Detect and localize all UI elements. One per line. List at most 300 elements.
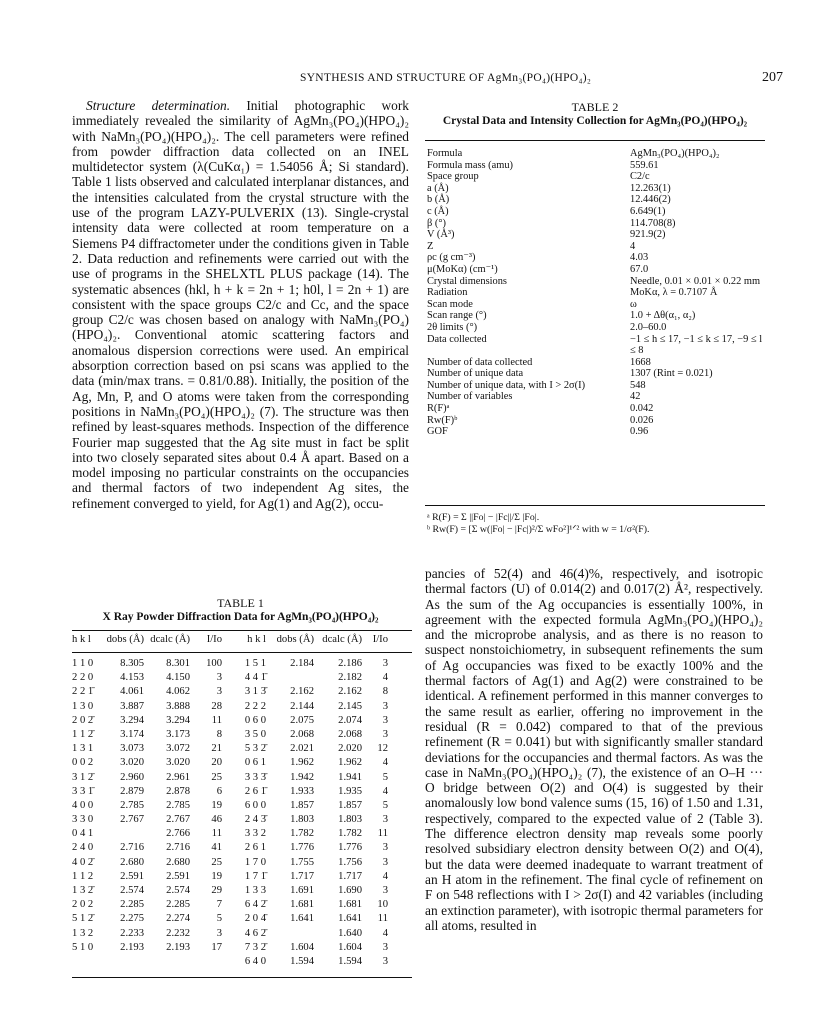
table1-cell: 3.174 <box>120 728 144 740</box>
table1-cell: 11 <box>211 828 222 840</box>
table1-row <box>72 856 412 870</box>
table1-rows <box>72 657 412 969</box>
table1-cell: 3 <box>216 686 222 698</box>
table1-cell: 3 <box>382 856 388 868</box>
table1-cell: 2 2 0 <box>72 672 94 684</box>
table1-header-cell: I/Io <box>206 634 222 645</box>
table1-cell <box>266 927 314 941</box>
table1-cell: 4.061 <box>120 686 144 698</box>
table1-cell: 19 <box>211 870 222 882</box>
table1-cell: 3.173 <box>166 728 190 740</box>
table1-cell: 4 <box>382 757 388 769</box>
table1-cell: 1 1 0 <box>72 658 94 669</box>
table2-row <box>427 252 765 264</box>
table1-cell: 2.766 <box>166 828 190 840</box>
table2-key: Formula <box>427 148 463 159</box>
table2-row <box>427 380 765 392</box>
table2-value: 4 <box>630 240 636 252</box>
table1-top-rule <box>72 630 412 631</box>
table2-key: μ(MoKα) (cm⁻¹) <box>427 263 498 275</box>
table1-cell: 1 3 0 <box>72 700 94 712</box>
table1-cell: 3 <box>382 814 388 826</box>
table1-cell: 3 <box>382 885 388 896</box>
table1-cell: 2 0 2̄ <box>72 714 94 726</box>
table1-cell: 17 <box>211 941 222 953</box>
table1-cell: 3 <box>382 658 388 669</box>
table1-cell: 1 3 3 <box>244 885 266 896</box>
table2-row <box>427 287 765 299</box>
table1-cell: 1 5 1 <box>244 658 266 669</box>
table1-cell: 5 1 0 <box>72 941 94 953</box>
table1-cell: 3 <box>216 927 222 939</box>
table2-top-rule <box>425 140 765 141</box>
table2-value: 4.03 <box>630 252 649 264</box>
table1-row <box>72 771 412 785</box>
table1-cell: 2 2 2 <box>244 700 266 712</box>
table2-title: Crystal Data and Intensity Collection for AgMn₃(PO₄)(HPO₄)₂ <box>442 115 748 127</box>
table1-cell: 6 0 0 <box>244 799 266 811</box>
table1-header-rule <box>72 652 412 653</box>
table1-bottom-rule <box>72 977 412 978</box>
table2-row <box>427 357 765 369</box>
table2-value: 67.0 <box>630 263 649 275</box>
table1-row <box>72 813 412 827</box>
table1-cell: 5 <box>382 771 388 783</box>
table1-cell: 2.162 <box>290 686 314 698</box>
table1-row <box>72 728 412 742</box>
table1-row <box>72 785 412 799</box>
table2-value: 559.61 <box>630 159 659 171</box>
table2-footnotes <box>427 512 765 536</box>
table1-cell: 2.074 <box>338 714 362 726</box>
table2-value: 0.042 <box>630 403 654 415</box>
table1-cell: 11 <box>211 714 222 726</box>
table1-row <box>72 898 412 912</box>
table1-cell: 2.680 <box>166 856 190 868</box>
table1-cell: 20 <box>211 757 222 769</box>
table1-cell <box>106 827 144 841</box>
table1-cell: 1.857 <box>338 799 362 811</box>
table1-row <box>72 671 412 685</box>
table1-cell: 1 3 2̄ <box>72 885 94 896</box>
table2-row <box>427 148 765 160</box>
table1-cell: 1 7 0 <box>244 856 266 868</box>
table2-key: c (Å) <box>427 205 449 217</box>
table1-cell: 2.186 <box>338 658 362 669</box>
table2-value: 1307 (Rint = 0.021) <box>630 368 713 380</box>
table2-row <box>427 206 765 218</box>
table1-cell: 3.072 <box>166 743 190 755</box>
table1-cell: 1.962 <box>290 757 314 769</box>
table1-cell: 1.604 <box>290 941 314 953</box>
table1-cell: 3 3 0 <box>72 814 94 826</box>
table1-caption <box>72 596 409 624</box>
table2-key: 2θ limits (°) <box>427 321 478 333</box>
table2-key: Number of variables <box>427 391 513 403</box>
table1-cell: 1.641 <box>290 913 314 925</box>
table2-value: 1.0 + Δθ(α₁, α₂) <box>630 310 696 322</box>
table2-value: 6.649(1) <box>630 205 666 217</box>
table1-header-row <box>72 633 412 647</box>
table1-cell: 2.193 <box>166 941 190 953</box>
table1-cell: 2 2 1̄ <box>72 686 94 698</box>
table1-cell: 1.681 <box>338 899 362 911</box>
table1-cell: 8 <box>216 728 222 740</box>
table2-value: 1668 <box>630 356 651 368</box>
table2-key: Radiation <box>427 287 468 299</box>
table1-cell: 2.233 <box>120 927 144 939</box>
table2-row <box>427 322 765 334</box>
table1-cell: 28 <box>211 700 222 712</box>
table2-value: −1 ≤ h ≤ 17, −1 ≤ k ≤ 17, −9 ≤ l ≤ 8 <box>630 333 763 357</box>
table2-footnote-b: ᵇ Rw(F) = [Σ w(|Fo| − |Fc|)²/Σ wFo²]¹ᐟ² with w = 1/σ²(F). <box>427 524 650 535</box>
table1-cell: 1.857 <box>290 799 314 811</box>
table1-cell: 2.285 <box>166 899 190 911</box>
table1-cell: 1.641 <box>338 913 362 925</box>
table1-row <box>72 657 412 671</box>
table1-cell: 7 <box>216 899 222 911</box>
table2-row <box>427 299 765 311</box>
table2-row <box>427 183 765 195</box>
table1-cell: 1 3 1 <box>72 743 94 755</box>
table1-cell: 3 5 0 <box>244 728 266 740</box>
table2-value: 114.708(8) <box>630 217 676 229</box>
table1-cell: 1.782 <box>290 828 314 840</box>
table1-cell: 2 4 0 <box>72 842 94 854</box>
table2-value: 42 <box>630 391 641 403</box>
table1-cell: 1.776 <box>290 842 314 854</box>
table1-cell: 5 3 2̄ <box>244 743 266 755</box>
table1-cell: 2.878 <box>166 785 190 797</box>
table2-key: Data collected <box>427 333 487 345</box>
table2-key: Rw(F)ᵇ <box>427 414 458 426</box>
table1-cell: 3 1 3̄ <box>244 686 266 698</box>
table2-key: Z <box>427 240 434 252</box>
table1-cell: 2.144 <box>290 700 314 712</box>
running-title: SYNTHESIS AND STRUCTURE OF AgMn₃(PO₄)(HPO₄)₂ <box>300 72 592 84</box>
table1-cell: 3.020 <box>166 757 190 769</box>
table1-cell: 4 <box>382 785 388 797</box>
table2-key: Scan mode <box>427 298 473 310</box>
table2-value: MoKα, λ = 0.7107 Å <box>630 287 718 299</box>
table1-cell: 2.716 <box>120 842 144 854</box>
body-text-left <box>72 98 409 511</box>
paragraph-structure-determination <box>72 98 409 511</box>
table1-cell: 1 1 2̄ <box>72 728 94 740</box>
table1-cell: 1.717 <box>338 870 362 882</box>
table1-cell: 3 <box>382 728 388 740</box>
table1-cell: 3.020 <box>120 757 144 769</box>
table2-key: β (°) <box>427 217 446 229</box>
table1-cell: 2.285 <box>120 899 144 911</box>
table1-number: TABLE 1 <box>217 596 264 610</box>
table2-row <box>427 229 765 241</box>
table1-cell: 2 0 2 <box>72 899 94 911</box>
table1-row <box>72 912 412 926</box>
table2-key: Scan range (°) <box>427 310 487 322</box>
table2-row <box>427 276 765 288</box>
table1-cell: 3 <box>382 714 388 726</box>
table1-cell: 2.716 <box>166 842 190 854</box>
table1-row <box>72 685 412 699</box>
table1-cell: 4.062 <box>166 686 190 698</box>
table1-row <box>72 870 412 884</box>
table1-cell: 2.274 <box>166 913 190 925</box>
table2-value: 548 <box>630 379 646 391</box>
table1-cell: 4 0 2̄ <box>72 856 94 868</box>
table1-cell: 6 4 0 <box>244 955 266 967</box>
table1-cell: 1.941 <box>338 771 362 783</box>
table1-row <box>72 884 412 898</box>
table2-key: Number of unique data, with I > 2σ(I) <box>427 379 586 391</box>
table1-row <box>72 941 412 955</box>
table1-cell: 0 4 1 <box>72 828 94 840</box>
table2-row <box>427 241 765 253</box>
table2-number: TABLE 2 <box>571 100 619 114</box>
table1-cell: 2.574 <box>166 885 190 896</box>
table1-cell: 21 <box>211 743 222 755</box>
table1-cell: 29 <box>211 885 222 896</box>
table1-cell: 3 <box>216 672 222 684</box>
table2-body <box>427 148 765 438</box>
table1-header-cell: h k l <box>72 634 91 645</box>
table1-cell: 1.756 <box>338 856 362 868</box>
table1-cell: 1.942 <box>290 771 314 783</box>
table1-cell: 25 <box>211 771 222 783</box>
table1-cell: 1.935 <box>338 785 362 797</box>
table1-cell: 1.962 <box>338 757 362 769</box>
table1-cell: 3 3 3̄ <box>244 771 266 783</box>
table1-cell: 4 <box>382 870 388 882</box>
table1-cell: 5 <box>382 799 388 811</box>
table1-cell: 11 <box>377 828 388 840</box>
table2-row <box>427 368 765 380</box>
table1-cell: 2.068 <box>338 728 362 740</box>
table2-row <box>427 426 765 438</box>
table1-cell: 1.933 <box>290 785 314 797</box>
table2-key: V (Å³) <box>427 229 455 241</box>
table1-cell: 1.776 <box>338 842 362 854</box>
table1-cell: 0 0 2 <box>72 757 94 769</box>
table1-cell <box>106 955 144 969</box>
table2-footnote-a: ᵃ R(F) = Σ ||Fo| − |Fc||/Σ |Fo|. <box>427 512 540 523</box>
table1-cell: 8.301 <box>166 658 190 669</box>
table2-row <box>427 218 765 230</box>
table1-cell: 2.574 <box>120 885 144 896</box>
table1-row <box>72 742 412 756</box>
table1-cell <box>72 955 106 969</box>
table1-row <box>72 927 412 941</box>
table1-cell: 3 <box>382 941 388 953</box>
table1-cell: 6 4 2̄ <box>244 899 266 911</box>
table1-row <box>72 756 412 770</box>
table1-cell: 4.153 <box>120 672 144 684</box>
table1-cell: 11 <box>377 913 388 925</box>
table1-cell: 2.879 <box>120 785 144 797</box>
table1-cell: 2.021 <box>290 743 314 755</box>
table2-value: C2/c <box>630 171 650 183</box>
table1-cell: 2.680 <box>120 856 144 868</box>
table1-cell: 100 <box>206 658 222 669</box>
table1-cell: 2.182 <box>338 672 362 684</box>
table2-value: 12.446(2) <box>630 194 671 206</box>
table1-cell: 1.755 <box>290 856 314 868</box>
table2-bottom-rule <box>425 505 765 506</box>
table2-row <box>427 171 765 183</box>
table2-row <box>427 160 765 172</box>
table1-header-cell: I/Io <box>372 634 388 645</box>
table2-key: GOF <box>427 426 448 438</box>
table1-cell: 46 <box>211 814 222 826</box>
table1-row <box>72 955 412 969</box>
table1-cell: 2.184 <box>290 658 314 669</box>
table1-cell: 4 <box>382 672 388 684</box>
table1-cell <box>266 671 314 685</box>
table1-cell: 4 0 0 <box>72 799 94 811</box>
table1-cell: 10 <box>377 899 388 911</box>
table2-value: Needle, 0.01 × 0.01 × 0.22 mm <box>630 275 761 287</box>
table1-cell: 5 <box>216 913 222 925</box>
table2-row <box>427 310 765 322</box>
table1-cell: 19 <box>211 799 222 811</box>
table1-cell: 1.782 <box>338 828 362 840</box>
table1-cell: 1.681 <box>290 899 314 911</box>
table1-cell: 2.075 <box>290 714 314 726</box>
table1-cell: 2.591 <box>166 870 190 882</box>
table1-cell: 3 <box>382 955 388 967</box>
table1-cell: 4.150 <box>166 672 190 684</box>
table1-cell: 1.594 <box>290 955 314 967</box>
table1-cell: 2.767 <box>120 814 144 826</box>
table1-cell: 1.691 <box>290 885 314 896</box>
table2-value: 0.026 <box>630 414 654 426</box>
table2-row <box>427 194 765 206</box>
table1-cell: 3.294 <box>166 714 190 726</box>
table1-cell: 2 4 3̄ <box>244 814 266 826</box>
table1-cell <box>144 955 190 969</box>
table1-header-cell: dobs (Å) <box>276 634 314 645</box>
page-number: 207 <box>762 70 783 85</box>
table1-cell: 1.594 <box>338 955 362 967</box>
table2-value: 2.0–60.0 <box>630 321 667 333</box>
table1-cell: 7 3 2̄ <box>244 941 266 953</box>
table1-cell <box>190 955 222 969</box>
table2-key: b (Å) <box>427 194 450 206</box>
table1-cell: 2.232 <box>166 927 190 939</box>
body-text-right <box>425 566 763 933</box>
table1-cell: 1 1 2 <box>72 870 94 882</box>
table1-cell: 1.803 <box>338 814 362 826</box>
table1-header-cell: dcalc (Å) <box>150 634 190 645</box>
table1-cell: 5 1 2̄ <box>72 913 94 925</box>
table1-cell: 3.887 <box>120 700 144 712</box>
table1-header-cell: dcalc (Å) <box>322 634 362 645</box>
table2-row <box>427 264 765 276</box>
table2-key: R(F)ᵃ <box>427 403 450 415</box>
table1-cell: 2.068 <box>290 728 314 740</box>
table1-cell: 3.888 <box>166 700 190 712</box>
table1-cell: 3 1 2̄ <box>72 771 94 783</box>
table2-caption <box>425 100 765 128</box>
table1-cell: 3 3 1̄ <box>72 785 94 797</box>
table1-row <box>72 827 412 841</box>
table1-cell: 1.604 <box>338 941 362 953</box>
table1-cell: 8 <box>382 686 388 698</box>
paragraph-continued: pancies of 52(4) and 46(4)%, respectively, and isotropic thermal factors (U) of 0.014(2) and 0.017(2) Å², respectively. As the sum of the Ag occupancies is essentially 100%, in agreement with the expected formula AgMn₃(PO₄)(HPO₄)₂ and the microprobe analysis, and as there is no reason to suspect nonstoichiometry, in subsequent refinements the sum of Ag occupancies was fixed to be exactly 100% and the thermal factors of Ag(1) and Ag(2) were constrained to be identical. A refinement performed in this manner converges to the same result as earlier, offering no improvement in the residual (R = 0.042) compared to that of the previous refinement (R = 0.041) but with significantly smaller standard deviations for the occupancies and thermal factors. As was the case in NaMn₃(PO₄)(HPO₄)₂ (7), the existence of an O–H ··· O bridge between O(2) and O(4) is suggested by their anomalously low bond valence sums (15, 16) of 1.50 and 1.31, respectively, compared to the expected value of 2 (Table 3). The difference electron density map reveals some poorly resolved subsidiary electron density between O(2) and O(4), but the data were deemed inadequate to warrant treatment of an H atom in the refinement. The final cycle of refinement on F on 548 reflections with I > 2σ(I) and 42 variables (including an extinction parameter), with isotropic thermal parameters for all atoms, resulted in <box>425 566 763 933</box>
table1-cell: 2.275 <box>120 913 144 925</box>
table2-key: Number of unique data <box>427 368 524 380</box>
table1-cell: 4 6 2̄ <box>244 927 266 939</box>
table1-cell: 3 <box>382 842 388 854</box>
table1-cell: 2.961 <box>166 771 190 783</box>
table1-cell: 0 6 0 <box>244 714 266 726</box>
table1-cell: 8.305 <box>120 658 144 669</box>
table2-key: Crystal dimensions <box>427 275 507 287</box>
table1-cell: 2 0 4̄ <box>244 913 266 925</box>
table1-cell: 2 6 1 <box>244 842 266 854</box>
table1-cell: 3 <box>382 700 388 712</box>
table2-key: a (Å) <box>427 182 449 194</box>
table1-cell: 2.020 <box>338 743 362 755</box>
table1-title: X Ray Powder Diffraction Data for AgMn₃(PO₄)(HPO₄)₂ <box>102 611 379 623</box>
table2-value: 0.96 <box>630 426 649 438</box>
table1-cell: 1.640 <box>338 927 362 939</box>
table1 <box>72 633 412 967</box>
table1-cell: 1.690 <box>338 885 362 896</box>
table1-cell: 3 3 2 <box>244 828 266 840</box>
table1-cell: 6 <box>216 785 222 797</box>
table1-cell: 1 7 1̄ <box>244 870 266 882</box>
table1-cell: 2.960 <box>120 771 144 783</box>
paragraph-text: Initial photographic work immediately revealed the similarity of AgMn₃(PO₄)(HPO₄)₂ with NaMn₃(PO₄)(HPO₄)₂. The cell parameters were refined from powder diffraction data collected on an INEL multidetector system (λ(CuKα₁) = 1.54056 Å; Si standard). Table 1 lists observed and calculated interplanar distances, and the intensities calculated from the crystal structure with the use of the program LAZY-PULVERIX (13). Single-crystal intensity data were collected at room temperature on a Siemens P4 diffractometer under the conditions given in Table 2. Data reduction and refinements were carried out with the use of programs in the SHELXTL PLUS package (14). The systematic absences (hkl, h + k = 2n + 1; h0l, l = 2n + 1) are consistent with the space groups C2/c and Cc, and the space group C2/c was chosen based on analogy with NaMn₃(PO₄)(HPO₄)₂. Conventional atomic scattering factors and anomalous dispersion corrections were used. An empirical absorption correction based on psi scans was applied to the data (min/max trans. = 0.81/0.88). Initially, the position of the Ag, Mn, P, and O atoms were taken from the corresponding positions in NaMn₃(PO₄)(HPO₄)₂ (7). The structure was then refined by least-squares methods. Inspection of the difference Fourier map suggested that the Ag site must in fact be split into two closely separated sites about 0.4 Å apart. Based on a model imposing no particular constraints on the occupancies and thermal factors of two independent Ag sites, the refinement converged to yield, for Ag(1) and Ag(2), occu- <box>72 98 409 511</box>
table2-value: AgMn₃(PO₄)(HPO₄)₂ <box>630 148 720 159</box>
table1-cell: 2.785 <box>120 799 144 811</box>
table1-cell: 2.162 <box>338 686 362 698</box>
table1-row <box>72 841 412 855</box>
table1-row <box>72 714 412 728</box>
table2-row <box>427 391 765 403</box>
table2-value: 921.9(2) <box>630 229 666 241</box>
table1-cell: 1.717 <box>290 870 314 882</box>
table2-value: ω <box>630 298 637 310</box>
table1-cell: 0 6 1 <box>244 757 266 769</box>
table1-header-cell: h k l <box>247 634 266 645</box>
table1-cell: 12 <box>377 743 388 755</box>
table1-cell: 1 3 2 <box>72 927 94 939</box>
table1-cell: 2.785 <box>166 799 190 811</box>
table2-row <box>427 334 765 357</box>
table1-cell: 41 <box>211 842 222 854</box>
table2-key: Space group <box>427 171 479 183</box>
table1-cell: 2.591 <box>120 870 144 882</box>
table2-key: Formula mass (amu) <box>427 159 513 171</box>
table1-cell: 1.803 <box>290 814 314 826</box>
table1-cell: 4 4 1̄ <box>244 672 266 684</box>
table1-row <box>72 799 412 813</box>
table1-cell: 3.073 <box>120 743 144 755</box>
table1-cell: 2 6 1̄ <box>244 785 266 797</box>
table1-cell: 2.767 <box>166 814 190 826</box>
table1-cell: 25 <box>211 856 222 868</box>
table1-cell: 2.145 <box>338 700 362 712</box>
table1-cell: 2.193 <box>120 941 144 953</box>
table1-row <box>72 700 412 714</box>
paragraph-lead: Structure determination. <box>86 98 231 113</box>
table1-header-cell: dobs (Å) <box>106 634 144 645</box>
table2-value: 12.263(1) <box>630 182 671 194</box>
table2-row <box>427 403 765 415</box>
table2-key: Number of data collected <box>427 356 533 368</box>
